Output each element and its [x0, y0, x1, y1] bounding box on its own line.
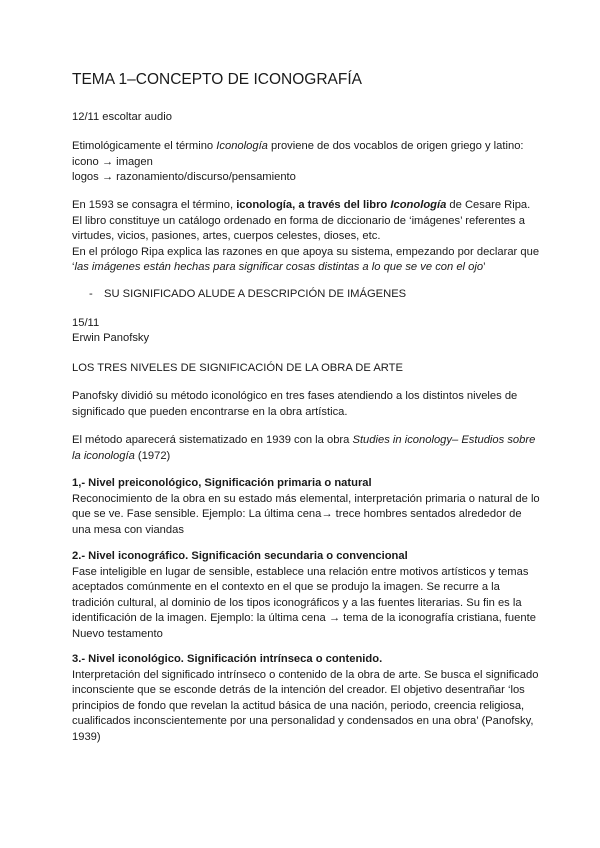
- work-title: Studies in iconology– Estudios sobre la iconología: [72, 434, 536, 462]
- level-2-heading: 2.- Nivel iconográfico. Significación secundaria o convencional: [72, 550, 408, 562]
- method-paragraph: El método aparecerá sistematizado en 1939 con la obra Studies in iconology– Estudios sobre la iconología (1972): [72, 434, 536, 462]
- book-title: Iconología: [390, 199, 447, 211]
- etymology-line-1: Etimológicamente el término Iconología proviene de dos vocablos de origen griego y latino:: [72, 140, 524, 152]
- date-2: 15/11: [72, 317, 100, 329]
- ripa-quote: las imágenes están hechas para significar cosas distintas a lo que se ve con el ojo: [74, 261, 484, 273]
- panofsky-paragraph: Panofsky dividió su método iconológico en tres fases atendiendo a los distintos niveles de significado que pueden encontrarse en la obra artística.: [72, 390, 518, 418]
- levels-heading: LOS TRES NIVELES DE SIGNIFICACIÓN DE LA OBRA DE ARTE: [72, 362, 403, 374]
- level-1-heading: 1,- Nivel preiconológico, Significación primaria o natural: [72, 477, 372, 489]
- ripa-line-1: En 1593 se consagra el término, iconología, a través del libro Iconología de Cesare Ripa.: [72, 199, 531, 211]
- level-3-section: [72, 652, 542, 745]
- level-2-section: [72, 549, 542, 642]
- level-1-text: Reconocimiento de la obra en su estado más elemental, interpretación primaria o natural de lo que se ve. Fase sensible. Ejemplo: La última cena→ trece hombres sentados alrededor de una mesa con viandas: [72, 492, 540, 536]
- level-2-text: Fase inteligible en lugar de sensible, establece una relación entre motivos artísticos y temas aceptados comúnmente en el contexto en el que se produjo la imagen. Se recurre a la tradición cultural, al dominio de los tipos iconográficos y a las fuentes literarias. Su fin es la identificación de la imagen. Ejemplo: la última cena → tema de la iconografía cristiana, fuente Nuevo testamento: [72, 565, 536, 640]
- level-3-heading: 3.- Nivel iconológico. Significación intrínseca o contenido.: [72, 653, 383, 665]
- ripa-line-2: El libro constituye un catálogo ordenado en forma de diccionario de ‘imágenes’ referentes a virtudes, vicios, pasiones, artes, cuerpos celestes, dioses, etc.: [72, 214, 525, 242]
- page-title: TEMA 1–CONCEPTO DE ICONOGRAFÍA: [72, 71, 362, 88]
- author-name: Erwin Panofsky: [72, 332, 150, 344]
- level-1-section: [72, 476, 542, 538]
- etymology-line-2: icono → imagen: [72, 155, 153, 168]
- etymology-line-3: logos → razonamiento/discurso/pensamiento: [72, 171, 296, 183]
- iconologia-term: Iconología: [216, 140, 268, 152]
- bullet-dash: -: [89, 288, 93, 300]
- list-item: [72, 287, 554, 303]
- ripa-paragraph: [72, 198, 542, 276]
- etymology-paragraph: [72, 139, 542, 186]
- ripa-line-3: En el prólogo Ripa explica las razones en que apoya su sistema, empezando por declarar que ‘las imágenes están hechas para significar cosas distintas a lo que se ve con el ojo’: [72, 245, 540, 273]
- audio-note: 12/11 escoltar audio: [72, 111, 172, 123]
- bullet-text: SU SIGNIFICADO ALUDE A DESCRIPCIÓN DE IMÁGENES: [104, 288, 407, 300]
- level-3-text: Interpretación del significado intrínseco o contenido de la obra de arte. Se busca el significado inconsciente que se esconde detrás de la intención del creador. El objetivo desentrañar ‘los principios de fondo que revelan la actitud básica de una nación, periodo, creencia religiosa, cualificados inconscientemente por una personalidad y condensados en una obra’ (Panofsky, 1939): [72, 668, 539, 743]
